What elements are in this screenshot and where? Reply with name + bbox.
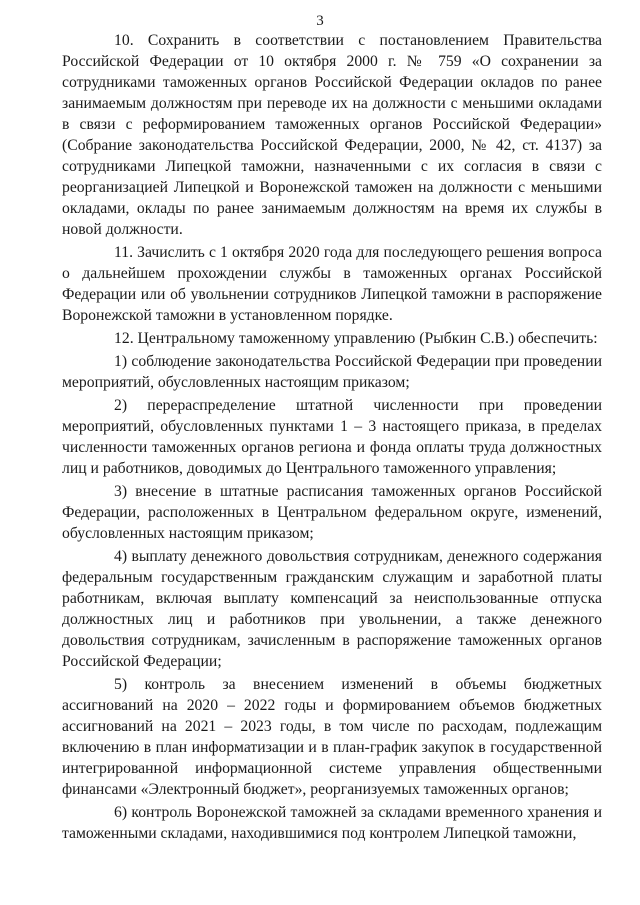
page-number: 3 xyxy=(316,13,324,29)
paragraph-10: 10. Сохранить в соответствии с постановлением Правительства Российской Федерации от 10 октября 2000 г. № 759 «О сохранении за сотрудниками таможенных органов Российской Федерации окладов по ранее занимаемым должностям при переводе их на должности с меньшими окладами в связи с реформированием таможенных органов Российской Федерации» (Собрание законодательства Российской Федерации, 2000, № 42, ст. 4137) за сотрудниками Липецкой таможни, назначенными с их согласия в связи с реорганизацией Липецкой и Воронежской таможен на должности с меньшими окладами, оклады по ранее занимаемым должностям на время их службы в новой должности. xyxy=(62,32,602,238)
list-item-5: 5) контроль за внесением изменений в объемы бюджетных ассигнований на 2020 – 2022 годы и формированием объемов бюджетных ассигнований на 2021 – 2023 годы, в том числе по расходам, подлежащим включению в план информатизации и в план-график закупок в государственной интегрированной информационной системе управления общественными финансами «Электронный бюджет», реорганизуемых таможенных органов; xyxy=(62,676,602,798)
paragraph-12: 12. Центральному таможенному управлению (Рыбкин С.В.) обеспечить: xyxy=(114,330,598,347)
document-body xyxy=(62,30,602,844)
paragraph-11: 11. Зачислить с 1 октября 2020 года для последующего решения вопроса о дальнейшем прохождении службы в таможенных органах Российской Федерации или об увольнении сотрудников Липецкой таможни в распоряжение Воронежской таможни в установленном порядке. xyxy=(62,244,602,324)
list-item-4: 4) выплату денежного довольствия сотрудникам, денежного содержания федеральным государственным гражданским служащим и заработной платы работникам, включая выплату компенсаций за неиспользованные отпуска должностных лиц и работников при увольнении, а также денежного довольствия сотрудникам, зачисленным в распоряжение таможенных органов Российской Федерации; xyxy=(62,548,602,670)
list-item-3: 3) внесение в штатные расписания таможенных органов Российской Федерации, расположенных в Центральном федеральном округе, изменений, обусловленных настоящим приказом; xyxy=(62,483,602,542)
list-item-2: 2) перераспределение штатной численности при проведении мероприятий, обусловленных пунктами 1 – 3 настоящего приказа, в пределах численности таможенных органов региона и фонда оплаты труда должностных лиц и работников, доводимых до Центрального таможенного управления; xyxy=(62,397,602,477)
list-item-6: 6) контроль Воронежской таможней за складами временного хранения и таможенными складами, находившимися под контролем Липецкой таможни, xyxy=(62,804,602,842)
list-item-1: 1) соблюдение законодательства Российской Федерации при проведении мероприятий, обусловленных настоящим приказом; xyxy=(62,353,602,391)
